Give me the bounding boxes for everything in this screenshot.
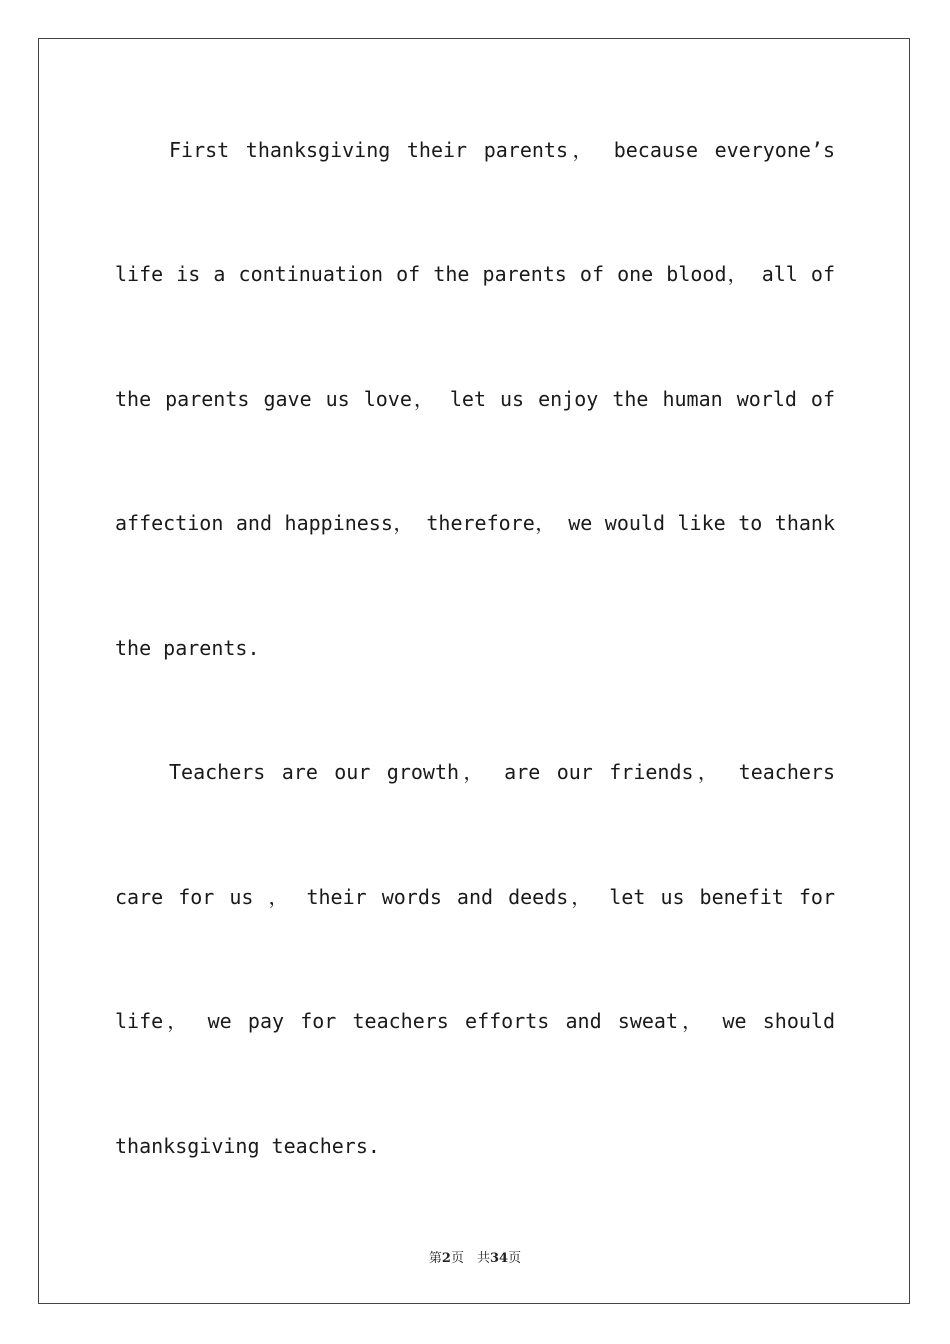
footer-prefix: 第	[428, 1251, 442, 1266]
text-line: First thanksgiving their parents， because everyone’s	[169, 138, 835, 162]
text-line: life is a continuation of the parents of one blood， all of	[115, 262, 835, 286]
current-page-number: 2	[441, 1251, 451, 1266]
footer-middle: 页 共	[450, 1251, 490, 1266]
footer-suffix: 页	[508, 1251, 522, 1266]
page-number-footer	[0, 1247, 950, 1266]
text-line: life， we pay for teachers efforts and sweat， we should	[115, 1009, 835, 1033]
text-line: affection and happiness， therefore， we would like to thank	[115, 511, 835, 535]
text-line: the parents.	[115, 636, 260, 660]
text-line: thanksgiving teachers.	[115, 1134, 380, 1158]
total-pages-number: 34	[489, 1251, 509, 1266]
text-line: care for us ， their words and deeds， let us benefit for	[115, 885, 835, 909]
text-line: Teachers are our growth， are our friends， teachers	[169, 760, 835, 784]
text-line: the parents gave us love， let us enjoy the human world of	[115, 387, 835, 411]
page-border	[38, 38, 910, 1304]
